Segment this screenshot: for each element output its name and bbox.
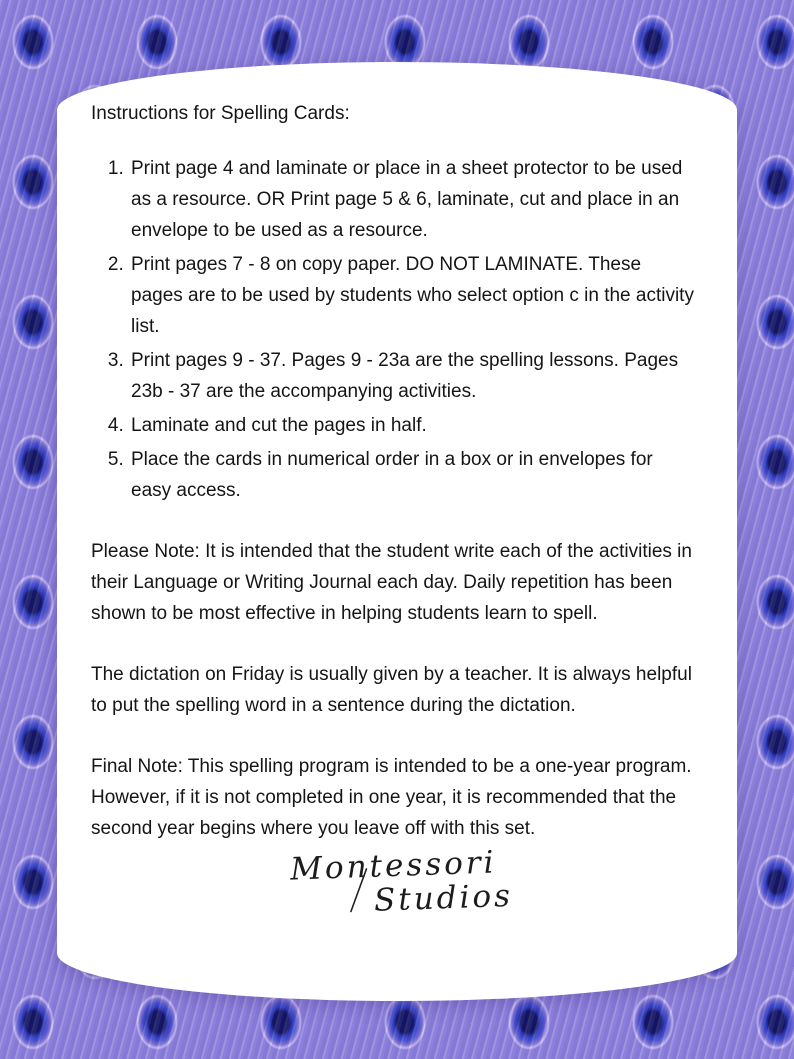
dictation-paragraph: The dictation on Friday is usually given by a teacher. It is always helpful to put the spelling word in a sentence during the dictation. [91, 664, 692, 716]
list-item: 4. Laminate and cut the pages in half. [129, 410, 697, 441]
signature [90, 837, 698, 930]
document-content [57, 62, 737, 920]
signature-flourish-icon [345, 867, 371, 922]
list-item: 5. Place the cards in numerical order in a box or in envelopes for easy access. [129, 444, 697, 506]
instructions-list [91, 153, 697, 506]
signature-line1: Montessori [289, 844, 498, 888]
list-item: 1. Print page 4 and laminate or place in a sheet protector to be used as a resource. OR Print page 5 & 6, laminate, cut and place in an envelope to be used as a resource. [129, 153, 697, 246]
signature-line2: Studios [373, 877, 514, 919]
please-note-paragraph: Please Note: It is intended that the student write each of the activities in their Language or Writing Journal each day. Daily repetition has been shown to be most effective in helping students learn to spell. [91, 541, 692, 624]
list-item: 2. Print pages 7 - 8 on copy paper. DO NOT LAMINATE. These pages are to be used by students who select option c in the activity list. [129, 249, 697, 342]
content-panel [57, 62, 737, 1001]
final-note-paragraph: Final Note: This spelling program is intended to be a one-year program. However, if it is not completed in one year, it is recommended that the second year begins where you leave off with this set. [91, 756, 692, 839]
list-item: 3. Print pages 9 - 37. Pages 9 - 23a are the spelling lessons. Pages 23b - 37 are the accompanying activities. [129, 345, 697, 407]
page-title: Instructions for Spelling Cards: [91, 103, 350, 124]
